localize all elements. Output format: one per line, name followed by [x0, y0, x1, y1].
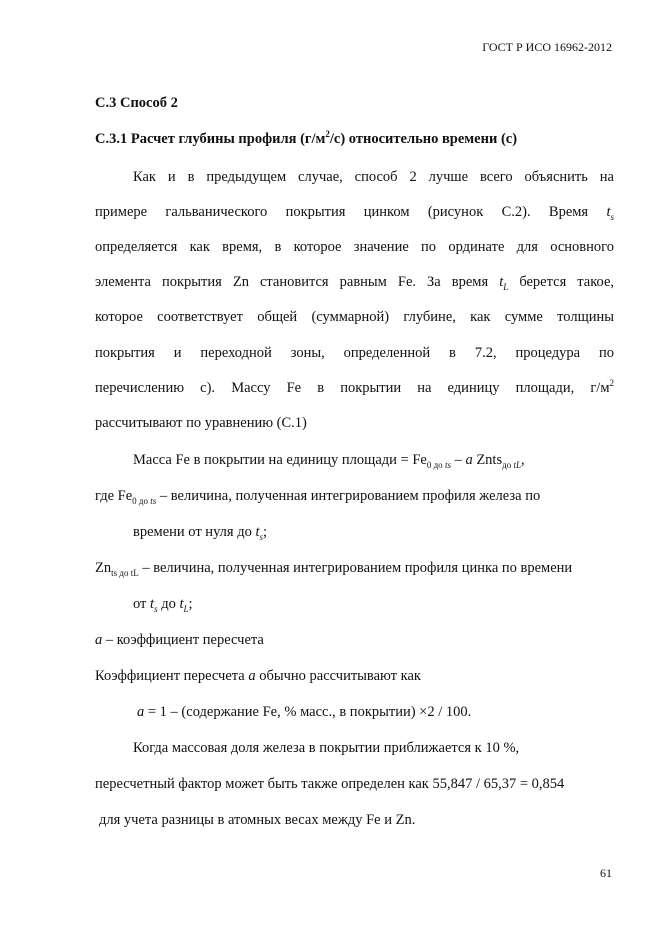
- section-title: С.3 Способ 2: [95, 95, 178, 111]
- paragraph-line: которое соответствует общей (суммарной) глубине, как сумме толщины: [95, 309, 614, 325]
- equation-c1: Масса Fe в покрытии на единицу площади = $Fe_{0 до ts}$ – a Znts$_{до tL}$,: [133, 452, 525, 470]
- coefficient-note: Коэффициент пересчета a обычно рассчитывают как: [95, 668, 421, 684]
- paragraph-line: определяется как время, в которое значение по ординате для основного: [95, 239, 614, 255]
- definition-zn-continued: от $t_s$ до $t_L$;: [133, 596, 193, 614]
- paragraph-line: перечислению c). Массу Fe в покрытии на единицу площади, $г/м^2$: [95, 378, 614, 396]
- closing-line: для учета разницы в атомных весах между Fe и Zn.: [99, 812, 416, 828]
- paragraph-line: рассчитывают по уравнению (С.1): [95, 415, 307, 431]
- paragraph-line: покрытия и переходной зоны, определенной в 7.2, процедура по: [95, 345, 614, 361]
- paragraph-line: примере гальванического покрытия цинком (рисунок С.2). Время $t_s$: [95, 204, 614, 222]
- document-header: ГОСТ Р ИСО 16962-2012: [482, 40, 612, 54]
- paragraph-line: элемента покрытия Zn становится равным Fe. За время $t_L$ берется такое,: [95, 274, 615, 292]
- definition-zn: $Zn_{ts до tL}$ – величина, полученная интегрированием профиля цинка по времени: [95, 560, 573, 578]
- definition-fe-continued: времени от нуля до $t_s$;: [133, 524, 268, 542]
- paragraph-line: Как и в предыдущем случае, способ 2 лучше всего объяснить на: [133, 169, 614, 185]
- closing-line: Когда массовая доля железа в покрытии приближается к 10 %,: [133, 740, 520, 756]
- page-number: 61: [600, 866, 612, 880]
- closing-line: пересчетный фактор может быть также определен как 55,847 / 65,37 = 0,854: [95, 776, 565, 792]
- definition-coefficient: a – коэффициент пересчета: [95, 632, 264, 648]
- coefficient-formula: a = 1 – (содержание Fe, % масс., в покрытии) ×2 / 100.: [137, 704, 472, 720]
- subsection-title: С.3.1 Расчет глубины профиля $(г/м^2/с)$ относительно времени (с): [95, 129, 518, 147]
- definition-fe: где $Fe_{0 до ts}$ – величина, полученная интегрированием профиля железа по: [95, 488, 541, 506]
